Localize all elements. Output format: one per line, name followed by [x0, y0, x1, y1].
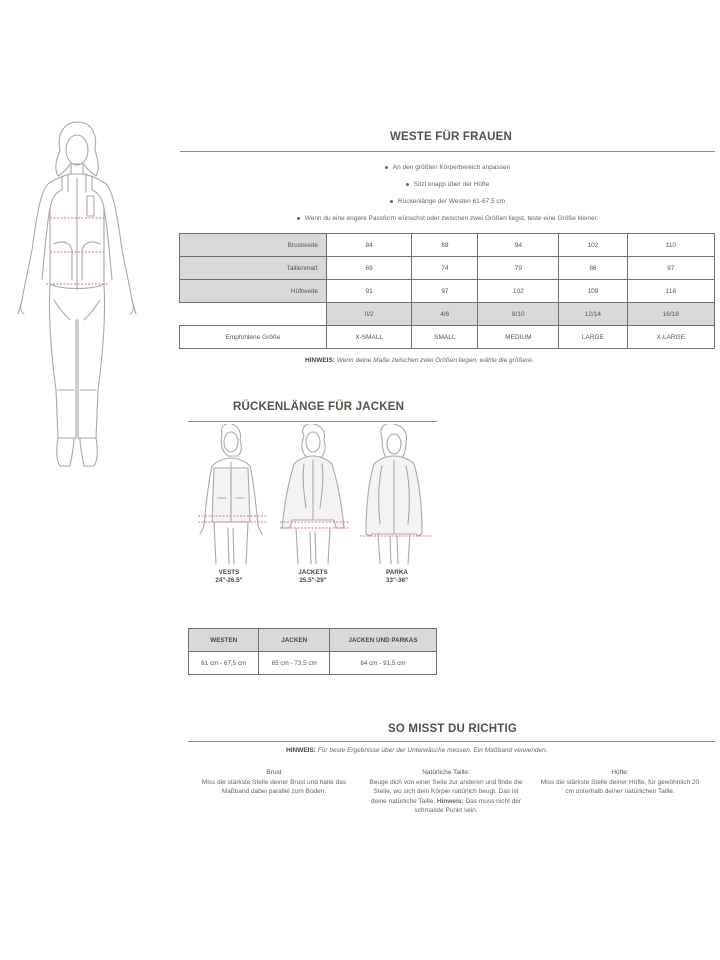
table-row [180, 257, 715, 280]
table-cell: 74 [412, 257, 478, 280]
table-cell: 61 cm - 67,5 cm [189, 652, 259, 675]
how-to-measure-divider [188, 741, 715, 742]
table-row [189, 652, 437, 675]
bullet-dot-icon [406, 183, 409, 186]
parka-figure-label [376, 569, 418, 585]
column-header: WESTEN [189, 629, 259, 652]
recommended-size-cell: X-LARGE [627, 326, 714, 349]
table-cell: 84 [327, 234, 412, 257]
table-cell: 65 cm - 73,5 cm [259, 652, 329, 675]
recommended-size-cell: SMALL [412, 326, 478, 349]
recommended-size-cell: LARGE [559, 326, 627, 349]
vest-figure-label [208, 569, 250, 585]
column-header: JACKEN [259, 629, 329, 652]
hint-label: HINWEIS: [305, 357, 335, 364]
table-cell: 91 [327, 280, 412, 303]
recommended-size-label: Empfohlene Größe [180, 326, 327, 349]
measure-note-label: Hinweis: [436, 797, 464, 805]
recommended-size-cell: MEDIUM [478, 326, 559, 349]
hint-text: Für beste Ergebnisse über der Unterwäsche messen. Ein Maßband verwenden. [317, 747, 548, 754]
measure-text: Miss die stärkste Stelle deiner Hüfte, für gewöhnlich 20 cm unterhalb deiner natürlichen Taille. [540, 778, 700, 795]
measure-hip [540, 768, 700, 797]
figure-range: 25.5"-29" [299, 577, 327, 584]
figure-name: VESTS [218, 569, 240, 576]
empty-cell [180, 303, 327, 326]
measure-text: Beuge dich von einer Seite zur anderen und finde die Stelle, wo sich dein Körper natürlich beugt. Das ist deine natürliche Taille. [369, 778, 523, 805]
table-cell: 97 [627, 257, 714, 280]
figure-name: JACKETS [298, 569, 328, 576]
row-label: Brustweite [180, 234, 327, 257]
row-label: Hüftweite [180, 280, 327, 303]
size-number-cell: 4/6 [412, 303, 478, 326]
table-cell: 102 [559, 234, 627, 257]
how-to-measure-title: SO MISST DU RICHTIG [388, 723, 518, 735]
measure-waist [366, 768, 526, 816]
figure-range: 33"-36" [385, 577, 409, 584]
measure-chest [196, 768, 352, 797]
table-row [180, 326, 715, 349]
women-vest-hint [305, 357, 534, 364]
jacket-figure-label [289, 569, 337, 585]
hint-label: HINWEIS: [286, 747, 316, 754]
row-label: Taillenmaß [180, 257, 327, 280]
vest-figure [198, 424, 268, 564]
table-row [180, 280, 715, 303]
size-number-cell: 12/14 [559, 303, 627, 326]
bullet-dot-icon [390, 200, 393, 203]
table-cell: 94 [478, 234, 559, 257]
bullet-item: An den größten Körperbereich anpassen [180, 159, 715, 176]
jacket-figure [280, 424, 350, 564]
parka-figure [360, 424, 432, 564]
bullet-dot-icon [297, 217, 300, 220]
measure-heading: Natürliche Taille: [422, 769, 470, 776]
bullet-item: Wenn du eine engere Passform wünschst oder zwischen zwei Größen liegst, teste eine Größe kleiner. [180, 210, 715, 227]
measure-heading: Brust [266, 769, 282, 776]
table-header-row [189, 629, 437, 652]
table-row [180, 303, 715, 326]
back-length-figures-illustration [188, 424, 438, 566]
table-cell: 97 [412, 280, 478, 303]
women-vest-size-table [179, 233, 715, 349]
woman-vest-figure-illustration [10, 120, 145, 475]
back-length-title: RÜCKENLÄNGE FÜR JACKEN [233, 401, 405, 413]
bullet-dot-icon [385, 166, 388, 169]
size-number-cell: 16/18 [627, 303, 714, 326]
figure-range: 24"-26.5" [215, 577, 243, 584]
measure-note-text: Das muss nicht der schmalste Punkt sein. [414, 797, 522, 814]
back-length-divider [188, 421, 437, 422]
women-vest-title: WESTE FÜR FRAUEN [390, 131, 513, 143]
table-cell: 79 [478, 257, 559, 280]
table-cell: 84 cm - 91,5 cm [329, 652, 436, 675]
bullet-item: Sitzt knapp über der Hüfte [180, 176, 715, 193]
table-cell: 109 [559, 280, 627, 303]
women-vest-divider [180, 151, 715, 152]
table-cell: 102 [478, 280, 559, 303]
table-cell: 86 [559, 257, 627, 280]
table-row [180, 234, 715, 257]
measure-heading: Hüfte: [611, 769, 629, 776]
back-length-table [188, 628, 437, 675]
measure-text: Miss die stärkste Stelle deiner Brust und halte das Maßband dabei parallel zum Boden. [201, 778, 347, 795]
size-number-cell: 0/2 [327, 303, 412, 326]
table-cell: 118 [627, 280, 714, 303]
table-cell: 89 [412, 234, 478, 257]
how-to-measure-hint [286, 747, 548, 754]
bullet-item: Rückenlänge der Westen 61-67,5 cm [180, 193, 715, 210]
women-vest-fit-bullets [180, 159, 715, 227]
recommended-size-cell: X-SMALL [327, 326, 412, 349]
hint-text: Wenn deine Maße zwischen zwei Größen liegen, wähle die größere. [336, 357, 534, 364]
table-cell: 69 [327, 257, 412, 280]
figure-name: PARKA [386, 569, 408, 576]
column-header: JACKEN UND PARKAS [329, 629, 436, 652]
size-number-cell: 8/10 [478, 303, 559, 326]
table-cell: 110 [627, 234, 714, 257]
